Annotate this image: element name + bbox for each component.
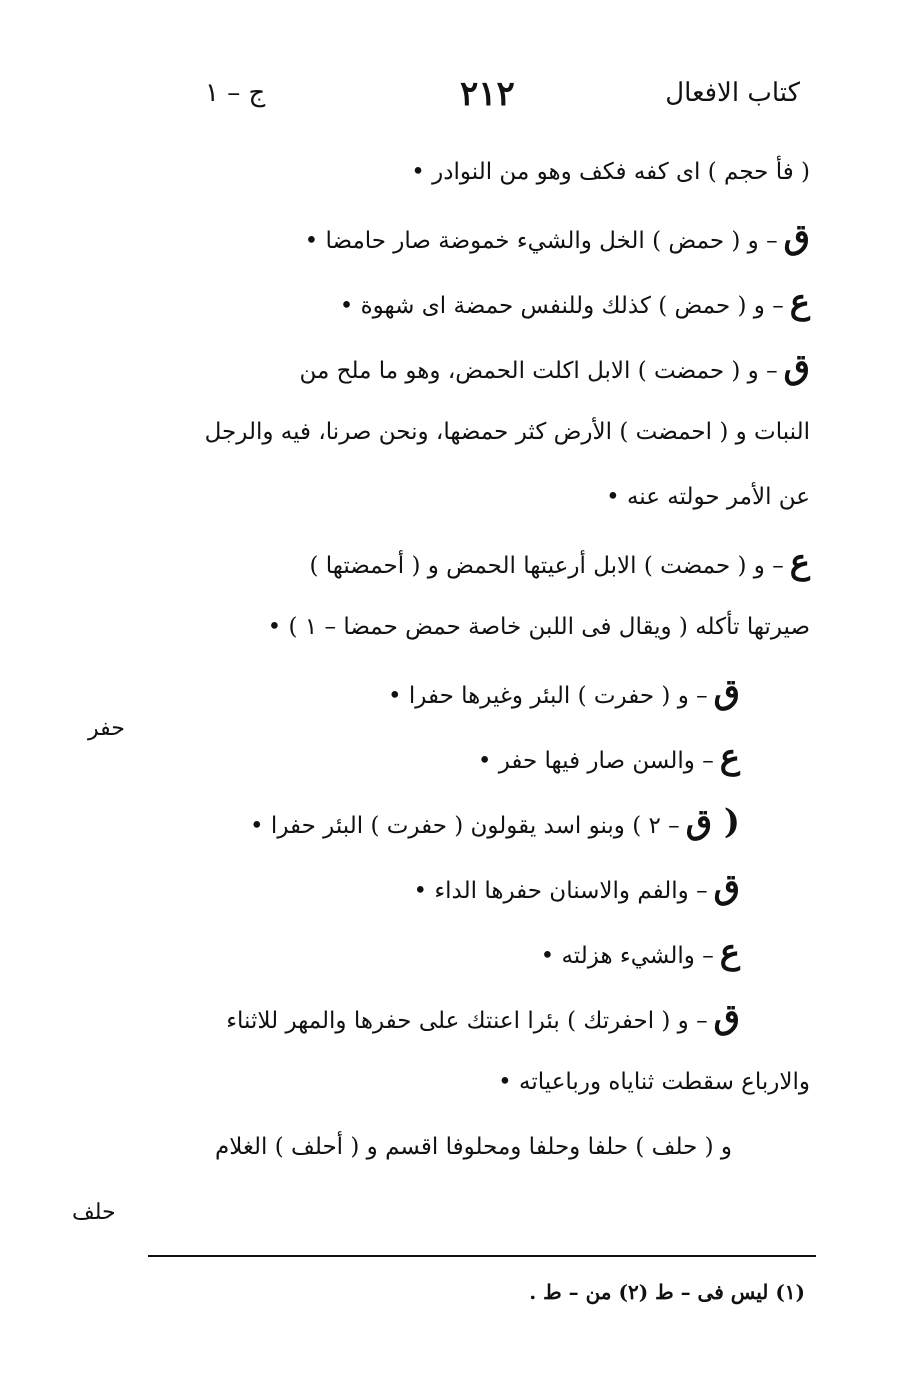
source-mark: ق [713,997,740,1037]
text-line [150,142,810,207]
text-line [150,857,810,922]
running-title: كتاب الافعال [665,78,800,108]
line-text: صيرتها تأكله ( ويقال فى اللبن خاصة حمض حمضا – ١ ) • [267,614,810,640]
line-text: – والسن صار فيها حفر • [477,748,714,774]
text-line [150,987,810,1052]
text-line [150,207,810,272]
text-line [150,662,810,727]
text-line [150,1117,810,1182]
line-text: – و ( حفرت ) البئر وغيرها حفرا • [388,683,708,709]
source-mark: ق [713,672,740,712]
text-line [150,1052,810,1117]
line-text: – والفم والاسنان حفرها الداء • [413,878,708,904]
source-mark: ع [789,282,810,322]
line-text: والارباع سقطت ثناياه ورباعياته • [498,1069,810,1095]
line-text: – و ( حمض ) كذلك وللنفس حمضة اى شهوة • [339,293,784,319]
line-text: – و ( حمض ) الخل والشيء خموضة صار حامضا • [304,228,778,254]
line-text: النبات و ( احمضت ) الأرض كثر حمضها، ونحن صرنا، فيه والرجل [204,419,810,445]
text-line [150,597,810,662]
line-text: – و ( احفرتك ) بئرا اعنتك على حفرها والمهر للاثناء [226,1008,708,1034]
source-mark: ق [713,867,740,907]
source-mark: ق [783,347,810,387]
source-mark: ع [719,737,740,777]
volume-label: ج – ١ [205,78,266,108]
text-line [150,337,810,402]
body-text [150,142,810,1182]
line-text: و ( حلف ) حلفا وحلفا ومحلوفا اقسم و ( أحلف ) الغلام [214,1134,732,1160]
line-text: ( فأ حجم ) اى كفه فكف وهو من النوادر • [411,159,810,185]
line-text: – والشيء هزلته • [540,943,714,969]
text-line [150,467,810,532]
page-number: ٢١٢ [460,74,515,114]
line-text: – و ( حمضت ) الابل اكلت الحمض، وهو ما ملح من [299,358,778,384]
text-line [150,532,810,597]
footnote-divider [148,1255,816,1257]
line-text: – ٢ ) وبنو اسد يقولون ( حفرت ) البئر حفرا • [250,813,680,839]
footnote: (١) ليس فى – ط (٢) من – ط . [529,1280,805,1304]
source-mark: ع [719,932,740,972]
line-text: – و ( حمضت ) الابل أرعيتها الحمض و ( أحمضتها ) [309,553,784,579]
text-line [150,922,810,987]
line-text: عن الأمر حولته عنه • [606,484,810,510]
source-mark: ( ق [685,802,740,842]
text-line [150,402,810,467]
text-line [150,792,810,857]
margin-keyword-halaf: حلف [72,1200,116,1225]
text-line [150,727,810,792]
page-header [180,74,800,124]
source-mark: ق [783,217,810,257]
margin-keyword-hafar: حفر [88,716,125,741]
source-mark: ع [789,542,810,582]
text-line [150,272,810,337]
